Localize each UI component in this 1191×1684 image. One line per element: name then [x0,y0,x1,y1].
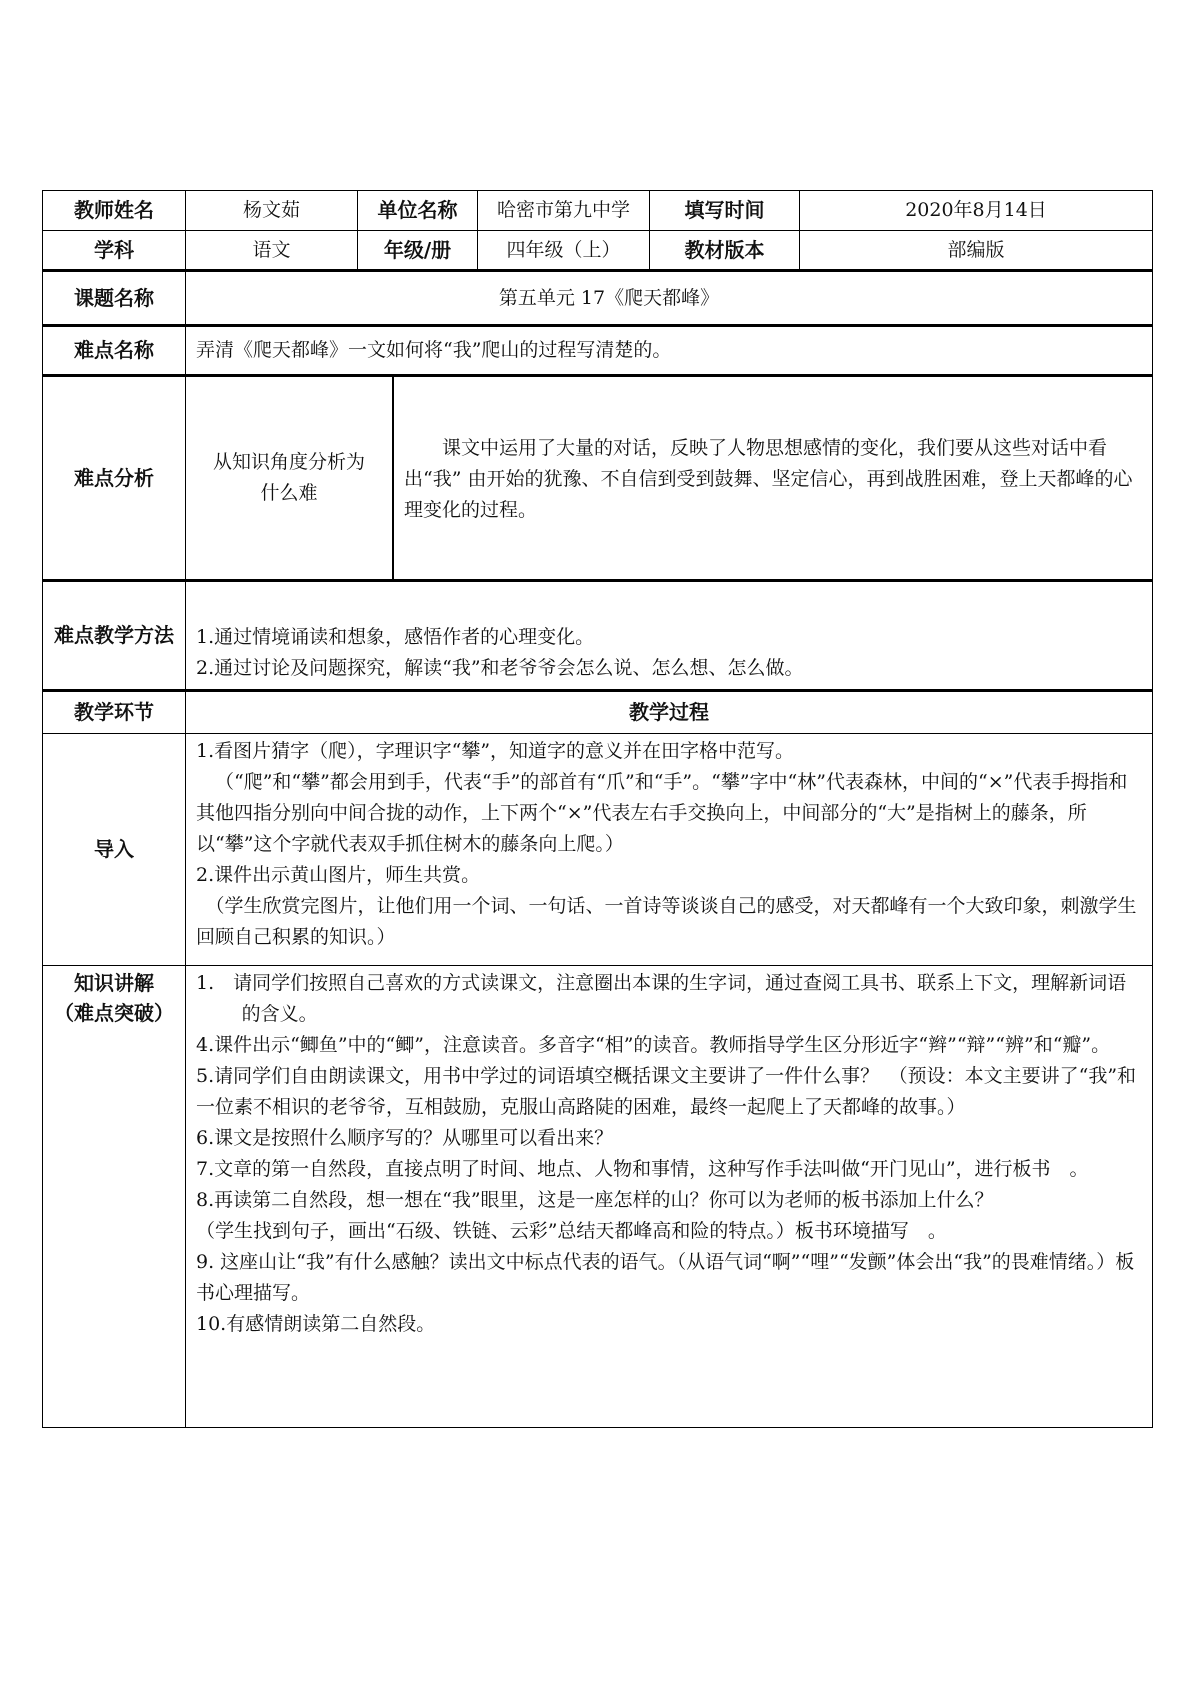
analysis-inner [186,377,1152,579]
topic-label: 课题名称 [43,271,186,326]
knowledge-line-9: 10.有感情朗读第二自然段。 [196,1313,436,1335]
teacher-label: 教师姓名 [43,191,186,231]
knowledge-row [43,966,1153,1428]
unit-value: 哈密市第九中学 [478,191,650,231]
header-row-2 [43,231,1153,271]
edition-label: 教材版本 [650,231,800,271]
knowledge-line-6: 8.再读第二自然段，想一想在“我”眼里，这是一座怎样的山？你可以为老师的板书添加上什么？ [196,1189,994,1211]
lesson-plan-table [42,190,1153,1428]
header-row-1 [43,191,1153,231]
intro-line-2: （“爬”和“攀”都会用到手，代表“手”的部首有“爪”和“手”。“攀”字中“林”代表森林，中间的“×”代表手拇指和其他四指分别向中间合拢的动作，上下两个“×”代表左右手交换向上，中间部分的“大”是指树上的藤条，所以“攀”这个字就代表双手抓住树木的藤条向上爬。） [196,771,1128,855]
intro-line-3: 2.课件出示黄山图片，师生共赏。 [196,864,481,886]
knowledge-line-3: 5.请同学们自由朗读课文，用书中学过的词语填空概括课文主要讲了一件什么事？ （预设：本文主要讲了“我”和一位素不相识的老爷爷，互相鼓励，克服山高路陡的困难，最终一起爬上了天都峰的故事。） [196,1065,1137,1118]
grade-label: 年级/册 [358,231,478,271]
subject-value: 语文 [186,231,358,271]
knowledge-line-5: 7.文章的第一自然段，直接点明了时间、地点、人物和事情，这种写作手法叫做“开门见山”，进行板书 。 [196,1158,1089,1180]
process-label: 教学过程 [186,691,1153,734]
method-item-1: 1.通过情境诵读和想象，感悟作者的心理变化。 [196,625,595,648]
analysis-row [43,376,1153,581]
intro-line-4: （学生欣赏完图片，让他们用一个词、一句话、一首诗等谈谈自己的感受，对天都峰有一个大致印象，刺激学生回顾自己积累的知识。） [196,895,1137,948]
edition-value: 部编版 [800,231,1153,271]
knowledge-line-4: 6.课文是按照什么顺序写的？从哪里可以看出来？ [196,1127,614,1149]
analysis-sub-label: 从知识角度分析为什么难 [186,377,393,579]
grade-value: 四年级（上） [478,231,650,271]
knowledge-sub-label: （难点突破） [54,1001,174,1025]
unit-label: 单位名称 [358,191,478,231]
process-header-row [43,691,1153,734]
knowledge-line-8: 9. 这座山让“我”有什么感触？读出文中标点代表的语气。（从语气词“啊”“哩”“发颤”体会出“我”的畏难情绪。）板书心理描写。 [196,1251,1135,1304]
knowledge-label: 知识讲解 [74,971,154,995]
process-stage-label: 教学环节 [43,691,186,734]
knowledge-line-1: 1. 请同学们按照自己喜欢的方式读课文，注意圈出本课的生字词，通过查阅工具书、联系上下文，理解新词语的含义。 [196,972,1127,1025]
date-value: 2020年8月14日 [800,191,1153,231]
knowledge-line-7: （学生找到句子，画出“石级、铁链、云彩”总结天都峰高和险的特点。）板书环境描写 。 [196,1220,947,1242]
topic-value: 第五单元 17《爬天都峰》 [186,271,1153,326]
subject-label: 学科 [43,231,186,271]
teacher-value: 杨文茹 [186,191,358,231]
intro-line-1: 1.看图片猜字（爬），字理识字“攀”，知道字的意义并在田字格中范写。 [196,740,795,762]
method-item-2: 2.通过讨论及问题探究，解读“我”和老爷爷会怎么说、怎么想、怎么做。 [196,656,804,679]
difficulty-label: 难点名称 [43,326,186,376]
method-row [43,581,1153,691]
knowledge-line-2: 4.课件出示“鲫鱼”中的“鲫”，注意读音。多音字“相”的读音。教师指导学生区分形近字“辫”“辩”“辨”和“瓣”。 [196,1034,1111,1056]
intro-label: 导入 [43,734,186,966]
date-label: 填写时间 [650,191,800,231]
method-label: 难点教学方法 [43,581,186,691]
difficulty-row [43,326,1153,376]
intro-row [43,734,1153,966]
topic-row [43,271,1153,326]
analysis-label: 难点分析 [43,376,186,581]
difficulty-value: 弄清《爬天都峰》一文如何将“我”爬山的过程写清楚的。 [186,326,1153,376]
lesson-plan-document [42,190,1152,1428]
analysis-text: 课文中运用了大量的对话，反映了人物思想感情的变化，我们要从这些对话中看出“我” 由开始的犹豫、不自信到受到鼓舞、坚定信心，再到战胜困难，登上天都峰的心理变化的过程。 [404,437,1133,521]
